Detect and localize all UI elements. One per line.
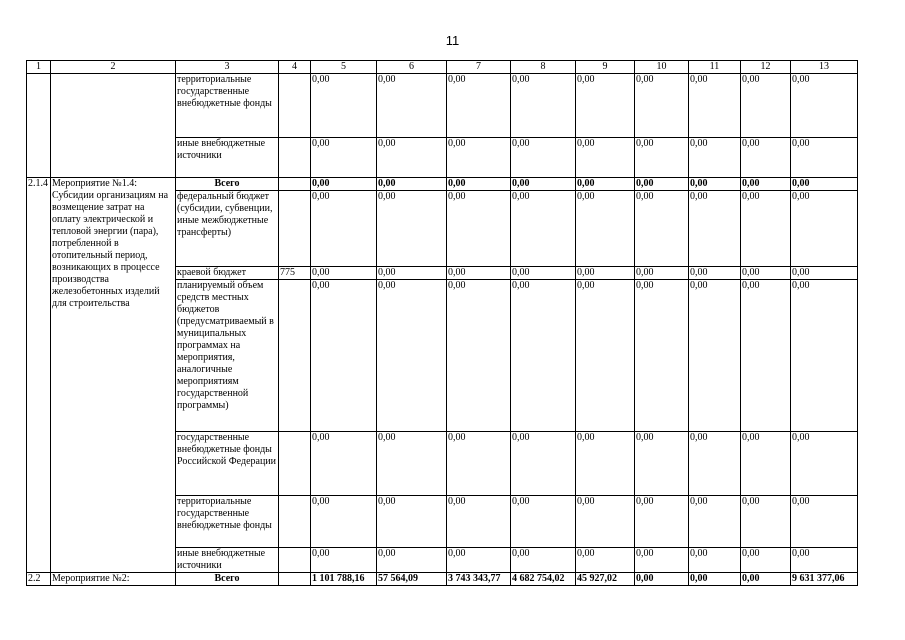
amount-cell: 0,00 [511,138,576,178]
code-cell [279,548,311,573]
amount-cell: 0,00 [741,432,791,496]
amount-cell: 0,00 [576,548,635,573]
amount-cell: 0,00 [741,573,791,586]
header-cell: 1 [27,61,51,74]
code-cell [279,496,311,548]
amount-cell: 0,00 [377,548,447,573]
code-cell [279,138,311,178]
amount-cell: 0,00 [689,191,741,267]
amount-cell: 0,00 [689,496,741,548]
amount-cell: 0,00 [689,548,741,573]
amount-cell: 0,00 [311,191,377,267]
amount-cell: 0,00 [311,267,377,280]
code-cell [279,432,311,496]
amount-cell: 0,00 [741,191,791,267]
amount-cell: 0,00 [377,178,447,191]
header-cell: 5 [311,61,377,74]
amount-cell: 0,00 [311,178,377,191]
amount-cell: 0,00 [511,267,576,280]
amount-cell: 0,00 [635,191,689,267]
amount-cell: 0,00 [791,432,858,496]
amount-cell: 0,00 [635,496,689,548]
measure-name-cell [51,74,176,178]
amount-cell: 0,00 [576,191,635,267]
amount-cell: 0,00 [447,267,511,280]
amount-cell: 0,00 [635,548,689,573]
code-cell [279,178,311,191]
funding-source-cell: Всего [176,573,279,586]
amount-cell: 0,00 [311,280,377,432]
amount-cell: 0,00 [791,280,858,432]
amount-cell: 0,00 [741,548,791,573]
amount-cell: 0,00 [635,573,689,586]
amount-cell: 0,00 [447,138,511,178]
amount-cell: 0,00 [311,432,377,496]
amount-cell: 57 564,09 [377,573,447,586]
funding-source-cell: территориальные государственные внебюджетные фонды [176,74,279,138]
amount-cell: 0,00 [741,178,791,191]
amount-cell: 0,00 [447,432,511,496]
amount-cell: 0,00 [791,496,858,548]
table-header-row [27,61,858,74]
amount-cell: 0,00 [576,280,635,432]
amount-cell: 0,00 [635,267,689,280]
amount-cell: 0,00 [689,432,741,496]
amount-cell: 0,00 [377,280,447,432]
funding-source-cell: территориальные государственные внебюджетные фонды [176,496,279,548]
funding-source-cell: планируемый объем средств местных бюджетов (предусматриваемый в муниципальных программах на мероприятия, аналогичные мероприятиям государственной программы) [176,280,279,432]
code-cell [279,74,311,138]
amount-cell: 0,00 [377,74,447,138]
amount-cell: 0,00 [689,74,741,138]
amount-cell: 0,00 [689,178,741,191]
amount-cell: 0,00 [511,74,576,138]
amount-cell: 0,00 [311,74,377,138]
amount-cell: 0,00 [511,178,576,191]
header-cell: 13 [791,61,858,74]
amount-cell: 0,00 [377,191,447,267]
amount-cell: 0,00 [576,496,635,548]
row-number-cell: 2.2 [27,573,51,586]
amount-cell: 0,00 [377,496,447,548]
header-cell: 4 [279,61,311,74]
amount-cell: 0,00 [791,138,858,178]
funding-source-cell: федеральный бюджет (субсидии, субвенции, иные межбюджетные трансферты) [176,191,279,267]
header-cell: 9 [576,61,635,74]
amount-cell: 0,00 [741,267,791,280]
amount-cell: 0,00 [689,138,741,178]
code-cell [279,280,311,432]
funding-source-cell: государственные внебюджетные фонды Российской Федерации [176,432,279,496]
amount-cell: 0,00 [791,191,858,267]
amount-cell: 0,00 [447,178,511,191]
amount-cell: 45 927,02 [576,573,635,586]
amount-cell: 0,00 [447,74,511,138]
amount-cell: 0,00 [576,432,635,496]
header-cell: 7 [447,61,511,74]
amount-cell: 0,00 [741,138,791,178]
amount-cell: 0,00 [791,178,858,191]
amount-cell: 0,00 [576,178,635,191]
row-number-cell: 2.1.4 [27,178,51,573]
header-cell: 10 [635,61,689,74]
amount-cell: 0,00 [635,280,689,432]
amount-cell: 0,00 [741,496,791,548]
amount-cell: 0,00 [511,548,576,573]
amount-cell: 0,00 [447,191,511,267]
amount-cell: 0,00 [377,267,447,280]
table-row [27,74,858,138]
amount-cell: 0,00 [511,432,576,496]
amount-cell: 0,00 [311,548,377,573]
amount-cell: 0,00 [311,138,377,178]
page-number: 11 [445,33,460,48]
funding-source-cell: краевой бюджет [176,267,279,280]
header-cell: 11 [689,61,741,74]
header-cell: 3 [176,61,279,74]
amount-cell: 0,00 [511,496,576,548]
amount-cell: 0,00 [447,496,511,548]
amount-cell: 0,00 [377,138,447,178]
code-cell [279,191,311,267]
header-cell: 2 [51,61,176,74]
amount-cell: 0,00 [791,74,858,138]
code-cell [279,573,311,586]
row-number-cell [27,74,51,178]
funding-source-cell: Всего [176,178,279,191]
amount-cell: 0,00 [635,178,689,191]
amount-cell: 0,00 [576,138,635,178]
amount-cell: 0,00 [511,280,576,432]
amount-cell: 0,00 [689,280,741,432]
amount-cell: 0,00 [576,267,635,280]
amount-cell: 0,00 [635,74,689,138]
header-cell: 12 [741,61,791,74]
amount-cell: 0,00 [576,74,635,138]
amount-cell: 0,00 [511,191,576,267]
amount-cell: 0,00 [377,432,447,496]
amount-cell: 0,00 [635,432,689,496]
amount-cell: 1 101 788,16 [311,573,377,586]
funding-source-cell: иные внебюджетные источники [176,548,279,573]
header-cell: 6 [377,61,447,74]
amount-cell: 3 743 343,77 [447,573,511,586]
table-row [27,178,858,191]
budget-table [26,60,858,586]
funding-source-cell: иные внебюджетные источники [176,138,279,178]
amount-cell: 0,00 [311,496,377,548]
table-row [27,573,858,586]
amount-cell: 0,00 [689,267,741,280]
measure-name-cell: Мероприятие №1.4: Субсидии организациям на возмещение затрат на оплату электрической и тепловой энергии (пара), потребленной в отопительный период, возникающих в процессе производства железобетонных изделий для строительства [51,178,176,573]
amount-cell: 0,00 [635,138,689,178]
code-cell: 775 [279,267,311,280]
header-cell: 8 [511,61,576,74]
amount-cell: 0,00 [741,280,791,432]
amount-cell: 9 631 377,06 [791,573,858,586]
amount-cell: 4 682 754,02 [511,573,576,586]
amount-cell: 0,00 [447,548,511,573]
amount-cell: 0,00 [741,74,791,138]
measure-name-cell: Мероприятие №2: [51,573,176,586]
amount-cell: 0,00 [447,280,511,432]
amount-cell: 0,00 [689,573,741,586]
amount-cell: 0,00 [791,548,858,573]
amount-cell: 0,00 [791,267,858,280]
